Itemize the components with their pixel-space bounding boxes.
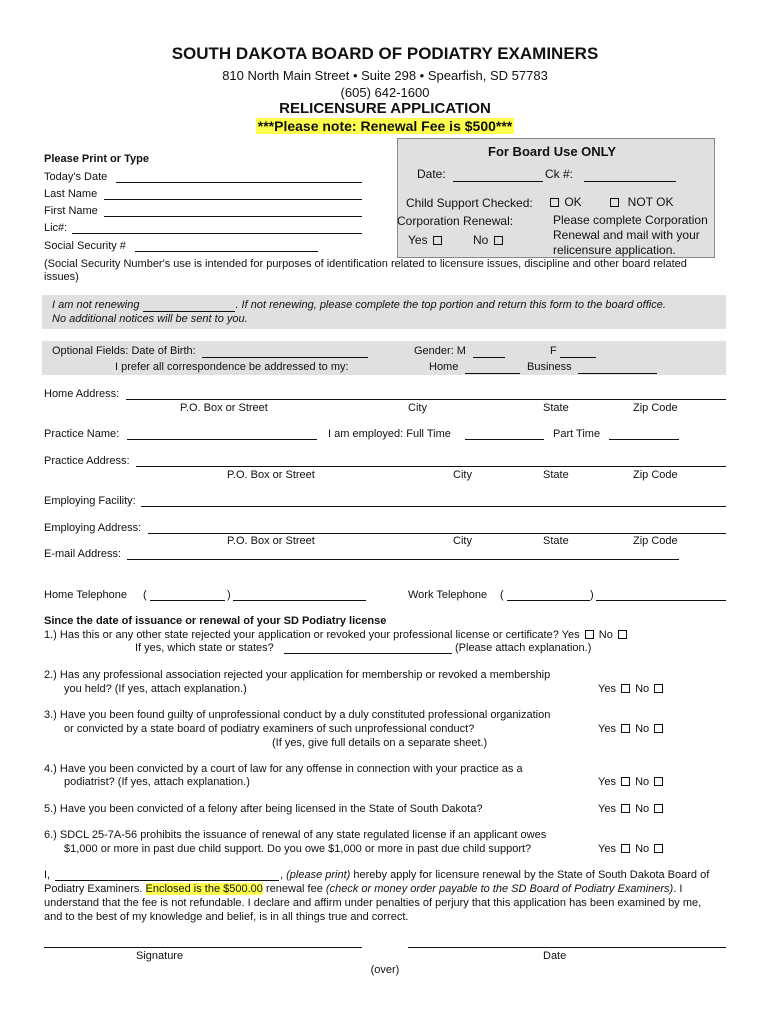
question-3-line-3: (If yes, give full details on a separate sheet.) <box>272 737 488 749</box>
q6-no-checkbox[interactable] <box>654 844 663 853</box>
home-area-code-field[interactable] <box>150 600 225 601</box>
declaration-i: I, <box>44 869 51 881</box>
question-4-line-2: podiatrist? (If yes, attach explanation.) <box>64 776 250 788</box>
q3-answer: Yes No <box>598 723 665 735</box>
first-name-label: First Name <box>44 205 98 217</box>
employing-facility-label: Employing Facility: <box>44 495 136 507</box>
practice-address-label: Practice Address: <box>44 455 130 467</box>
employing-state-label: State <box>543 535 569 547</box>
question-1-attach: (Please attach explanation.) <box>455 642 592 654</box>
form-subtitle: RELICENSURE APPLICATION <box>279 100 491 117</box>
q1-no-checkbox[interactable] <box>618 630 627 639</box>
lic-label: Lic#: <box>44 222 68 234</box>
practice-address-field[interactable] <box>136 466 726 467</box>
corporation-renewal-label: Corporation Renewal: <box>397 214 514 228</box>
signature-label: Signature <box>136 950 184 962</box>
question-6-line-1: 6.) SDCL 25-7A-56 prohibits the issuance of renewal of any state regulated license if an applicant owes <box>44 829 547 841</box>
q2-yes-checkbox[interactable] <box>621 684 630 693</box>
practice-zip-label: Zip Code <box>633 469 678 481</box>
last-name-field[interactable] <box>104 199 362 200</box>
work-telephone-label: Work Telephone <box>408 589 488 601</box>
business-label: Business <box>527 361 572 373</box>
part-time-label: Part Time <box>553 428 601 440</box>
not-renewing-line-2: No additional notices will be sent to you. <box>52 313 248 325</box>
employing-city-label: City <box>453 535 472 547</box>
home-pref-field[interactable] <box>465 373 520 374</box>
corporation-note-1: Please complete Corporation <box>553 213 708 227</box>
question-1-states-field[interactable] <box>284 653 452 654</box>
child-support-label: Child Support Checked: <box>406 196 533 210</box>
part-time-field[interactable] <box>609 439 679 440</box>
home-zip-label: Zip Code <box>633 402 678 414</box>
work-area-code-field[interactable] <box>507 600 590 601</box>
home-telephone-field[interactable] <box>233 600 366 601</box>
practice-city-label: City <box>453 469 472 481</box>
question-3-line-2: or convicted by a state board of podiatry examiners of such unprofessional conduct? <box>64 723 475 735</box>
employing-address-label: Employing Address: <box>44 522 142 534</box>
corporation-note-3: relicensure application. <box>553 243 676 257</box>
practice-po-box-label: P.O. Box or Street <box>227 469 315 481</box>
dob-field[interactable] <box>202 357 368 358</box>
q5-yes-checkbox[interactable] <box>621 804 630 813</box>
q6-yes-checkbox[interactable] <box>621 844 630 853</box>
gender-f-field[interactable] <box>560 357 596 358</box>
ssn-note-2: issues) <box>44 271 79 283</box>
checkbox-icon[interactable] <box>550 198 559 207</box>
home-po-box-label: P.O. Box or Street <box>180 402 268 414</box>
board-ck-label: Ck #: <box>545 167 574 181</box>
board-use-title: For Board Use ONLY <box>488 144 617 159</box>
q2-answer: Yes No <box>598 683 665 695</box>
home-address-field[interactable] <box>126 399 726 400</box>
declaration-line-3: understand that the fee is not refundable. I declare and affirm under penalties of perjury that this application has been examined by me, <box>44 897 702 909</box>
corporation-yes[interactable]: Yes <box>408 233 444 247</box>
signature-field[interactable] <box>44 947 362 948</box>
home-state-label: State <box>543 402 569 414</box>
email-label: E-mail Address: <box>44 548 122 560</box>
fee-note: ***Please note: Renewal Fee is $500*** <box>257 118 513 134</box>
checkbox-icon[interactable] <box>433 236 442 245</box>
question-1-states-label: If yes, which state or states? <box>135 642 274 654</box>
q3-yes-checkbox[interactable] <box>621 724 630 733</box>
q4-no-checkbox[interactable] <box>654 777 663 786</box>
todays-date-label: Today's Date <box>44 171 108 183</box>
home-address-label: Home Address: <box>44 388 120 400</box>
question-2-line-2: you held? (If yes, attach explanation.) <box>64 683 247 695</box>
q5-answer: Yes No <box>598 803 665 815</box>
home-phone-close-paren: ) <box>227 589 231 601</box>
employing-po-box-label: P.O. Box or Street <box>227 535 315 547</box>
fee-note-row <box>0 118 770 134</box>
employing-zip-label: Zip Code <box>633 535 678 547</box>
board-date-field[interactable] <box>453 181 543 182</box>
declaration-line-2: Podiatry Examiners. Enclosed is the $500.00 renewal fee (check or money order payable to the SD Board of Podiatry Examiners). I <box>44 883 683 895</box>
q3-no-checkbox[interactable] <box>654 724 663 733</box>
q1-yes-checkbox[interactable] <box>585 630 594 639</box>
gender-f-label: F <box>550 345 557 357</box>
child-support-ok[interactable]: OK <box>548 195 582 209</box>
lic-field[interactable] <box>72 233 362 234</box>
corporation-note-2: Renewal and mail with your <box>553 228 700 242</box>
employed-full-time-label: I am employed: Full Time <box>328 428 451 440</box>
practice-state-label: State <box>543 469 569 481</box>
employing-facility-field[interactable] <box>141 506 726 507</box>
question-5: 5.) Have you been convicted of a felony after being licensed in the State of South Dakota? <box>44 803 483 815</box>
gender-m-label: Gender: M <box>414 345 466 357</box>
business-pref-field[interactable] <box>578 373 657 374</box>
board-phone: (605) 642-1600 <box>340 85 430 100</box>
full-time-field[interactable] <box>465 439 544 440</box>
corporation-no[interactable]: No <box>473 233 505 247</box>
question-2-line-1: 2.) Has any professional association rejected your application for membership or revoked a membership <box>44 669 551 681</box>
board-address: 810 North Main Street • Suite 298 • Spearfish, SD 57783 <box>222 68 548 83</box>
declaration-line-1: , (please print) hereby apply for licensure renewal by the State of South Dakota Board of <box>280 869 710 881</box>
child-support-not-ok[interactable]: NOT OK <box>608 195 673 209</box>
not-renewing-field[interactable] <box>143 299 235 312</box>
first-name-field[interactable] <box>104 216 362 217</box>
last-name-label: Last Name <box>44 188 98 200</box>
email-field[interactable] <box>127 559 679 560</box>
work-telephone-field[interactable] <box>596 600 726 601</box>
practice-name-label: Practice Name: <box>44 428 120 440</box>
q5-no-checkbox[interactable] <box>654 804 663 813</box>
checkbox-icon[interactable] <box>494 236 503 245</box>
dob-label: Optional Fields: Date of Birth: <box>52 345 196 357</box>
signature-date-label: Date <box>543 950 567 962</box>
question-6-line-2: $1,000 or more in past due child support. Do you owe $1,000 or more in past due child support? <box>64 843 532 855</box>
home-city-label: City <box>408 402 427 414</box>
question-1: 1.) Has this or any other state rejected your application or revoked your professional license or certificate? Yes No <box>44 629 629 641</box>
question-3-line-1: 3.) Have you been found guilty of unprofessional conduct by a duly constituted professional organization <box>44 709 551 721</box>
declaration-line-4: and to the best of my knowledge and belief, is in all things true and correct. <box>44 911 409 923</box>
q4-answer: Yes No <box>598 776 665 788</box>
page-title: SOUTH DAKOTA BOARD OF PODIATRY EXAMINERS <box>171 44 599 63</box>
checkbox-icon[interactable] <box>610 198 619 207</box>
enclosed-fee-highlight: Enclosed is the $500.00 <box>145 883 263 895</box>
board-ck-field[interactable] <box>584 181 676 182</box>
q4-yes-checkbox[interactable] <box>621 777 630 786</box>
employing-address-field[interactable] <box>148 533 726 534</box>
declaration-name-field[interactable] <box>55 880 279 881</box>
practice-name-field[interactable] <box>127 439 317 440</box>
work-phone-close-paren: ) <box>590 589 594 601</box>
ssn-label: Social Security # <box>44 240 126 252</box>
home-telephone-label: Home Telephone <box>44 589 127 601</box>
q2-no-checkbox[interactable] <box>654 684 663 693</box>
home-phone-open-paren: ( <box>143 589 147 601</box>
work-phone-open-paren: ( <box>500 589 504 601</box>
gender-m-field[interactable] <box>473 357 505 358</box>
signature-date-field[interactable] <box>408 947 726 948</box>
ssn-note-1: (Social Security Number's use is intended for purposes of identification related to licensure issues, discipline and other board related <box>44 258 687 270</box>
over-label: (over) <box>370 964 400 976</box>
not-renewing-line-1: I am not renewing . If not renewing, please complete the top portion and return this form to the board office. <box>52 299 666 311</box>
ssn-field[interactable] <box>135 251 318 252</box>
board-date-label: Date: <box>417 167 446 181</box>
todays-date-field[interactable] <box>116 182 362 183</box>
questions-heading: Since the date of issuance or renewal of your SD Podiatry license <box>44 615 387 627</box>
question-4-line-1: 4.) Have you been convicted by a court of law for any offense in connection with your practice as a <box>44 763 523 775</box>
correspondence-label: I prefer all correspondence be addressed to my: <box>115 361 349 373</box>
print-instruction: Please Print or Type <box>44 153 149 165</box>
q6-answer: Yes No <box>598 843 665 855</box>
home-label: Home <box>429 361 459 373</box>
